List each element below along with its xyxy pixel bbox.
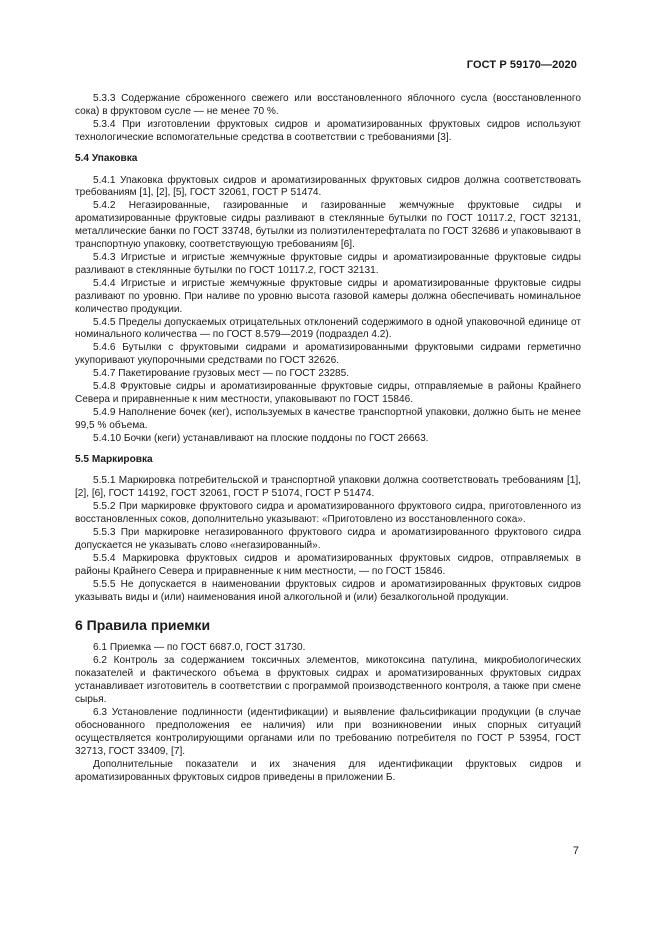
paragraph-additional-indicators: Дополнительные показатели и их значения для идентификации фруктовых сидров и ароматизированных фруктовых сидров приведены в приложении Б. [75, 758, 581, 783]
paragraph-5-4-3: 5.4.3 Игристые и игристые жемчужные фруктовые сидры и ароматизированные фруктовые сидры разливают в стеклянные бутылки по ГОСТ 10117.2, ГОСТ 32131. [75, 251, 581, 276]
paragraph-5-5-5: 5.5.5 Не допускается в наименовании фруктовых сидров и ароматизированных фруктовых сидров указывать виды и (или) наименования иной алкогольной и (или) безалкогольной продукции. [75, 578, 581, 603]
paragraph-5-4-10: 5.4.10 Бочки (кеги) устанавливают на плоские поддоны по ГОСТ 26663. [93, 432, 429, 444]
paragraph-5-4-4: 5.4.4 Игристые и игристые жемчужные фруктовые сидры и ароматизированные фруктовые сидры разливают по уровню. При наливе по уровню высота газовой камеры должна обеспечивать номинальное количество продукции. [75, 277, 581, 315]
section-heading-5-4: 5.4 Упаковка [75, 152, 138, 164]
paragraph-5-5-3: 5.5.3 При маркировке негазированного фруктового сидра и ароматизированного фруктового сидра допускается не указывать слово «негазированный». [75, 527, 581, 551]
page-number: 7 [572, 845, 579, 857]
paragraph-6-1: 6.1 Приемка — по ГОСТ 6687.0, ГОСТ 31730. [93, 642, 306, 654]
paragraph-5-4-2: 5.4.2 Негазированные, газированные и газированные жемчужные фруктовые сидры и ароматизированные фруктовые сидры разливают в стеклянные бутылки по ГОСТ 10117.2, ГОСТ 32131, металлические банки по ГОСТ 33748, бутылки из полиэтилентерефталата по ГОСТ 32686 и упаковывают в транспортную упаковку, соответствующую требованиям [6]. [75, 200, 581, 251]
paragraph-5-4-5: 5.4.5 Пределы допускаемых отрицательных отклонений содержимого в одной упаковочной единице от номинального количества — по ГОСТ 8.579—2019 (подраздел 4.2). [75, 316, 581, 341]
paragraph-5-4-7: 5.4.7 Пакетирование грузовых мест — по ГОСТ 23285. [93, 368, 350, 380]
paragraph-6-2: 6.2 Контроль за содержанием токсичных элементов, микотоксина патулина, микробиологических показателей и фактического объема в фруктовых сидрах и ароматизированных фруктовых сидрах устанавливает изготовитель в соответствии с программой производственного контроля, а также при смене сырья. [75, 655, 581, 706]
chapter-heading-6: 6 Правила приемки [75, 616, 211, 633]
document-code-header: ГОСТ Р 59170—2020 [466, 59, 577, 71]
paragraph-5-4-9: 5.4.9 Наполнение бочек (кег), используемых в качестве транспортной упаковки, должно быть не менее 99,5 % объема. [75, 406, 581, 431]
paragraph-5-4-1: 5.4.1 Упаковка фруктовых сидров и ароматизированных фруктовых сидров должна соответствовать требованиям [1], [2], [5], ГОСТ 32061, ГОСТ Р 51474. [75, 174, 581, 199]
paragraph-5-4-8: 5.4.8 Фруктовые сидры и ароматизированные фруктовые сидры, отправляемые в районы Крайнего Севера и приравненные к ним местности, упаковывают по ГОСТ 15846. [75, 381, 581, 405]
paragraph-5-5-2: 5.5.2 При маркировке фруктового сидра и ароматизированного фруктового сидра, приготовленного из восстановленных соков, дополнительно указывают: «Приготовлено из восстановленного сока». [75, 501, 581, 526]
document-body [75, 93, 581, 784]
paragraph-5-5-4: 5.5.4 Маркировка фруктовых сидров и ароматизированных фруктовых сидров, отправляемых в районы Крайнего Севера и приравненные к ним местности, — по ГОСТ 15846. [75, 552, 581, 577]
paragraph-5-3-3: 5.3.3 Содержание сброженного свежего или восстановленного яблочного сусла (восстановленного сока) в фруктовом сусле — не менее 70 %. [75, 93, 581, 117]
paragraph-5-4-6: 5.4.6 Бутылки с фруктовыми сидрами и ароматизированными фруктовыми сидрами герметично укупоривают укупорочными средствами по ГОСТ 32626. [75, 342, 581, 367]
paragraph-5-3-4: 5.3.4 При изготовлении фруктовых сидров и ароматизированных фруктовых сидров используют технологические вспомогательные средства в соответствии с требованиями [3]. [75, 118, 581, 143]
paragraph-6-3: 6.3 Установление подлинности (идентификации) и выявление фальсификации продукции (в случае обоснованного предположения ее наличия) или при возникновении иных спорных ситуаций осуществляется контролирующими органами или по требованию потребителя по ГОСТ Р 53954, ГОСТ 32713, ГОСТ 33409, [7]. [75, 706, 581, 757]
paragraph-5-5-1: 5.5.1 Маркировка потребительской и транспортной упаковки должна соответствовать требованиям [1], [2], [6], ГОСТ 14192, ГОСТ 32061, ГОСТ Р 51074, ГОСТ Р 51474. [75, 475, 581, 500]
section-heading-5-5: 5.5 Маркировка [75, 453, 153, 465]
